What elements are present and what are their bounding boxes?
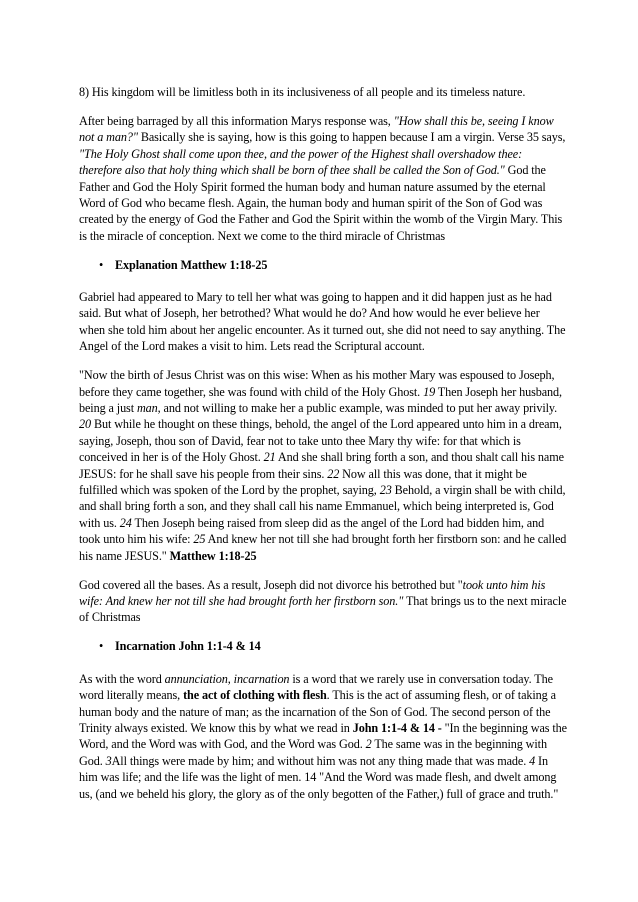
text-span: Basically she is saying, how is this going to happen because I am a virgin. Verse 35 says, <box>137 130 566 145</box>
text-span: is a word that we rarely use in conversation today. The word literally means, <box>79 671 553 703</box>
paragraph-scripture-matthew <box>79 367 567 564</box>
verse-number: 20 <box>79 417 91 432</box>
text-span: That brings us to the next miracle of Christmas <box>79 593 567 625</box>
text-span: God the Father and God the Holy Spirit formed the human body and human nature assumed by the eternal Word of God who became flesh. Again, the human body and human spirit of the Son of God was created by the energy of God the Father and God the Spirit within the womb of the Virgin Mary. This is the miracle of conception. Next we come to the third miracle of Christmas <box>79 163 563 243</box>
verse-number: 2 <box>365 737 372 752</box>
scripture-reference: John 1:1-4 & 14 - <box>352 720 442 735</box>
paragraph-kingdom: 8) His kingdom will be limitless both in its inclusiveness of all people and its timeless nature. <box>79 85 526 99</box>
text-span: and not willing to make her a public example, was minded to put her away privily. <box>160 401 558 415</box>
bullet-icon: • <box>99 257 104 272</box>
text-span: Behold, a virgin shall be with child, and shall bring forth a son, and they shall call his name Emmanuel, which being interpreted is, God with us. <box>79 483 566 530</box>
quote-italic: "The Holy Ghost shall come upon thee, and the power of the Highest shall overshadow thee: therefore also that holy thing which shall be born of thee shall be called the Son of God." <box>79 146 523 178</box>
paragraph-bases <box>79 577 567 626</box>
text-span: After being barraged by all this information Marys response was, <box>79 113 394 128</box>
verse-number: 4 <box>529 753 536 768</box>
bullet-icon: • <box>99 639 104 654</box>
scripture-reference: Matthew 1:18-25 <box>169 548 257 563</box>
verse-number: 24 <box>119 515 132 530</box>
paragraph-gabriel: Gabriel had appeared to Mary to tell her what was going to happen and it did happen just as he had said. But what of Joseph, her betrothed? What would he do? And how would he ever believe her when she told him about her angelic encounter. As it turned out, she did not need to say anything. The Angel of the Lord makes a visit to him. Lets read the Scriptural account. <box>79 290 566 354</box>
text-span: In him was life; and the life was the light of men. 14 "And the Word was made flesh, and dwelt among us, (and we beheld his glory, the glory as of the only begotten of the Father,) full of grace and truth." <box>79 753 559 801</box>
quote-italic: "How shall this be, seeing I know not a man?" <box>79 113 554 145</box>
text-span: Now all this was done, that it might be fulfilled which was spoken of the Lord by the prophet, saying, <box>79 466 527 498</box>
text-span: And she shall bring forth a son, and thou shalt call his name JESUS: for he shall save his people from their sins. <box>79 450 564 481</box>
italic-word: man, <box>136 401 161 415</box>
verse-number: 3 <box>105 753 112 768</box>
bullet-label: Incarnation John 1:1-4 & 14 <box>115 639 261 654</box>
bullet-label: Explanation Matthew 1:18-25 <box>115 257 268 272</box>
verse-number: 22 <box>327 466 340 481</box>
verse-number: 21 <box>263 450 276 465</box>
text-span: God covered all the bases. As a result, Joseph did not divorce his betrothed but " <box>79 577 463 592</box>
verse-number: 25 <box>193 532 206 547</box>
text-span: All things were made by him; and without him was not any thing made that was made. <box>111 753 530 768</box>
text-span: Then Joseph her husband, being a just <box>79 384 562 415</box>
bullet-incarnation <box>79 638 567 654</box>
text-span: "Now the birth of Jesus Christ was on this wise: When as his mother Mary was espoused to Joseph, before they came together, she was found with child of the Holy Ghost. <box>79 368 555 399</box>
verse-number: 23 <box>379 483 392 498</box>
text-span: But while he thought on these things, behold, the angel of the Lord appeared unto him in a dream, saying, Joseph, thou son of David, fear not to take unto thee Mary thy wife: for that which is conceived in her is of the Holy Ghost. <box>79 417 562 465</box>
text-span: Then Joseph being raised from sleep did as the angel of the Lord had bidden him, and took unto him his wife: <box>79 515 545 547</box>
paragraph-mary-response <box>79 113 567 244</box>
quote-italic: took unto him his wife: And knew her not till she had brought forth her firstborn son." <box>79 577 546 608</box>
text-span: . This is the act of assuming flesh, or of taking a human body and the nature of man; as the incarnation of the Son of God. The second person of the Trinity always existed. We know this by what we read in <box>79 688 556 735</box>
text-span: The same was in the beginning with God. <box>79 737 547 768</box>
text-span: And knew her not till she had brought forth her firstborn son: and he called his name JESUS." <box>79 532 567 563</box>
verse-number: 19 <box>423 384 436 399</box>
text-span: As with the word <box>79 671 165 686</box>
text-span: "In the beginning was the Word, and the Word was with God, and the Word was God. <box>79 720 567 752</box>
bold-definition: the act of clothing with flesh <box>183 688 327 703</box>
bullet-explanation <box>79 257 567 273</box>
paragraph-incarnation <box>79 671 567 802</box>
document-body <box>79 84 567 814</box>
italic-term: annunciation, incarnation <box>164 671 290 686</box>
